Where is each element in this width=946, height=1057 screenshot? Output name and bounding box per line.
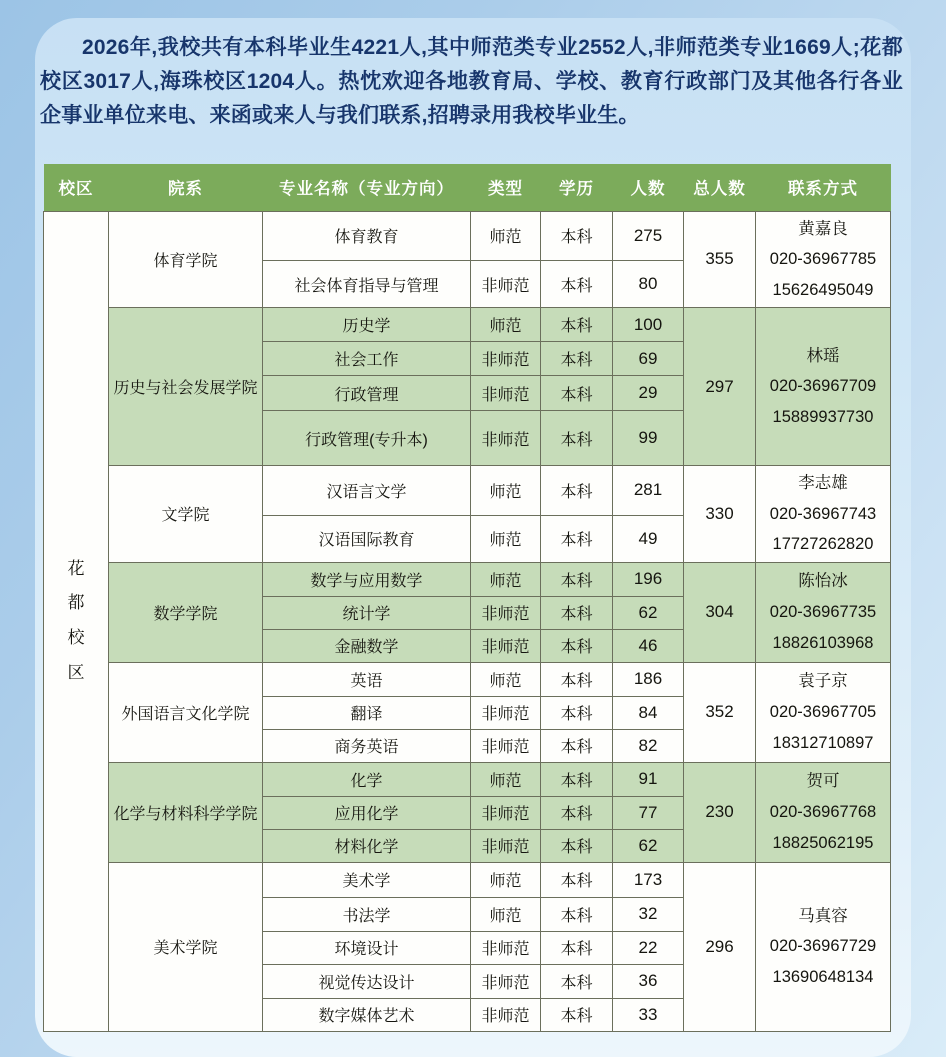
type-cell: 师范	[471, 562, 541, 596]
table-row	[44, 211, 891, 260]
type-cell: 师范	[471, 308, 541, 342]
campus-cell	[44, 211, 109, 1031]
college-cell: 外国语言文化学院	[109, 662, 263, 762]
major-name-cell: 体育教育	[263, 211, 471, 260]
count-cell: 62	[613, 596, 684, 629]
count-cell: 32	[613, 897, 684, 931]
type-cell: 非师范	[471, 596, 541, 629]
type-cell: 非师范	[471, 376, 541, 411]
type-cell: 非师范	[471, 696, 541, 729]
type-cell: 师范	[471, 466, 541, 515]
degree-cell: 本科	[541, 931, 613, 964]
contact-phone: 020-36967709	[769, 377, 877, 396]
table-row	[44, 308, 891, 342]
degree-cell: 本科	[541, 515, 613, 562]
type-cell: 非师范	[471, 260, 541, 307]
major-name-cell: 行政管理(专升本)	[263, 411, 471, 466]
major-name-cell: 书法学	[263, 897, 471, 931]
contact-cell	[756, 762, 891, 862]
contact-cell	[756, 862, 891, 1031]
type-cell: 非师范	[471, 629, 541, 662]
contact-phone: 020-36967768	[769, 802, 877, 821]
header-total: 总人数	[684, 164, 756, 212]
total-cell: 352	[684, 662, 756, 762]
degree-cell: 本科	[541, 466, 613, 515]
degree-cell: 本科	[541, 342, 613, 376]
campus-label: 花都校区	[67, 558, 85, 683]
major-name-cell: 汉语国际教育	[263, 515, 471, 562]
college-cell: 文学院	[109, 466, 263, 563]
count-cell: 29	[613, 376, 684, 411]
total-cell: 230	[684, 762, 756, 862]
major-name-cell: 数字媒体艺术	[263, 998, 471, 1031]
header-count: 人数	[613, 164, 684, 212]
degree-cell: 本科	[541, 762, 613, 796]
degree-cell: 本科	[541, 829, 613, 862]
college-cell: 化学与材料科学学院	[109, 762, 263, 862]
major-name-cell: 汉语言文学	[263, 466, 471, 515]
total-cell: 296	[684, 862, 756, 1031]
contact-mobile: 15889937730	[772, 407, 874, 426]
college-cell: 美术学院	[109, 862, 263, 1031]
total-cell: 297	[684, 308, 756, 466]
contact-cell	[756, 211, 891, 308]
contact-name: 林瑶	[806, 346, 840, 365]
contact-cell	[756, 662, 891, 762]
type-cell: 师范	[471, 515, 541, 562]
contact-mobile: 18312710897	[772, 733, 874, 752]
count-cell: 62	[613, 829, 684, 862]
major-name-cell: 数学与应用数学	[263, 562, 471, 596]
count-cell: 100	[613, 308, 684, 342]
header-major: 专业名称（专业方向）	[263, 164, 471, 212]
major-name-cell: 历史学	[263, 308, 471, 342]
type-cell: 非师范	[471, 998, 541, 1031]
count-cell: 49	[613, 515, 684, 562]
type-cell: 师范	[471, 211, 541, 260]
contact-phone: 020-36967785	[769, 250, 877, 269]
major-name-cell: 翻译	[263, 696, 471, 729]
major-name-cell: 英语	[263, 662, 471, 696]
total-cell: 355	[684, 211, 756, 308]
major-name-cell: 统计学	[263, 596, 471, 629]
contact-phone: 020-36967729	[769, 937, 877, 956]
degree-cell: 本科	[541, 729, 613, 762]
degree-cell: 本科	[541, 629, 613, 662]
contact-mobile: 15626495049	[772, 280, 874, 299]
table-row	[44, 762, 891, 796]
major-name-cell: 美术学	[263, 862, 471, 897]
content-card	[35, 18, 911, 1057]
count-cell: 173	[613, 862, 684, 897]
header-degree: 学历	[541, 164, 613, 212]
count-cell: 99	[613, 411, 684, 466]
count-cell: 46	[613, 629, 684, 662]
contact-phone: 020-36967743	[769, 504, 877, 523]
contact-name: 李志雄	[798, 474, 848, 493]
type-cell: 非师范	[471, 729, 541, 762]
table-row	[44, 862, 891, 897]
type-cell: 师范	[471, 762, 541, 796]
type-cell: 师范	[471, 897, 541, 931]
count-cell: 80	[613, 260, 684, 307]
contact-mobile: 13690648134	[772, 968, 874, 986]
contact-name: 袁子京	[798, 672, 848, 691]
major-name-cell: 环境设计	[263, 931, 471, 964]
intro-paragraph: 2026年,我校共有本科毕业生4221人,其中师范类专业2552人,非师范类专业1669人;花都校区3017人,海珠校区1204人。热忱欢迎各地教育局、学校、教育行政部门及其他各行各业企事业单位来电、来函或来人与我们联系,招聘录用我校毕业生。	[40, 36, 903, 128]
contact-phone: 020-36967705	[769, 702, 877, 721]
table-row	[44, 466, 891, 515]
degree-cell: 本科	[541, 260, 613, 307]
total-cell: 304	[684, 562, 756, 662]
major-name-cell: 应用化学	[263, 796, 471, 829]
type-cell: 非师范	[471, 964, 541, 998]
type-cell: 非师范	[471, 342, 541, 376]
major-name-cell: 材料化学	[263, 829, 471, 862]
contact-mobile: 18825062195	[772, 833, 874, 852]
header-contact: 联系方式	[756, 164, 891, 212]
header-campus: 校区	[44, 164, 109, 212]
degree-cell: 本科	[541, 376, 613, 411]
count-cell: 196	[613, 562, 684, 596]
type-cell: 非师范	[471, 931, 541, 964]
type-cell: 师范	[471, 662, 541, 696]
type-cell: 非师范	[471, 411, 541, 466]
college-cell: 数学学院	[109, 562, 263, 662]
total-cell: 330	[684, 466, 756, 563]
contact-mobile: 18826103968	[772, 633, 874, 652]
contact-mobile: 17727262820	[772, 535, 874, 554]
degree-cell: 本科	[541, 998, 613, 1031]
degree-cell: 本科	[541, 562, 613, 596]
major-name-cell: 社会体育指导与管理	[263, 260, 471, 307]
major-name-cell: 视觉传达设计	[263, 964, 471, 998]
degree-cell: 本科	[541, 862, 613, 897]
degree-cell: 本科	[541, 696, 613, 729]
count-cell: 91	[613, 762, 684, 796]
degree-cell: 本科	[541, 964, 613, 998]
contact-phone: 020-36967735	[769, 602, 877, 621]
header-type: 类型	[471, 164, 541, 212]
major-name-cell: 商务英语	[263, 729, 471, 762]
degree-cell: 本科	[541, 662, 613, 696]
major-name-cell: 金融数学	[263, 629, 471, 662]
degree-cell: 本科	[541, 596, 613, 629]
count-cell: 186	[613, 662, 684, 696]
table-body	[44, 211, 891, 1031]
table-row	[44, 562, 891, 596]
contact-name: 马真容	[798, 906, 848, 925]
degree-cell: 本科	[541, 411, 613, 466]
table-header-row	[44, 164, 891, 212]
count-cell: 36	[613, 964, 684, 998]
type-cell: 非师范	[471, 796, 541, 829]
count-cell: 69	[613, 342, 684, 376]
contact-cell	[756, 466, 891, 563]
type-cell: 非师范	[471, 829, 541, 862]
count-cell: 77	[613, 796, 684, 829]
degree-cell: 本科	[541, 796, 613, 829]
college-cell: 体育学院	[109, 211, 263, 308]
count-cell: 275	[613, 211, 684, 260]
contact-cell	[756, 308, 891, 466]
degree-cell: 本科	[541, 308, 613, 342]
header-college: 院系	[109, 164, 263, 212]
count-cell: 82	[613, 729, 684, 762]
contact-name: 黄嘉良	[798, 219, 848, 238]
degree-cell: 本科	[541, 897, 613, 931]
contact-name: 贺可	[806, 772, 840, 791]
count-cell: 33	[613, 998, 684, 1031]
contact-cell	[756, 562, 891, 662]
count-cell: 22	[613, 931, 684, 964]
major-name-cell: 社会工作	[263, 342, 471, 376]
college-cell: 历史与社会发展学院	[109, 308, 263, 466]
majors-table	[43, 164, 891, 1032]
count-cell: 84	[613, 696, 684, 729]
count-cell: 281	[613, 466, 684, 515]
table-row	[44, 662, 891, 696]
degree-cell: 本科	[541, 211, 613, 260]
contact-name: 陈怡冰	[798, 572, 848, 591]
major-name-cell: 行政管理	[263, 376, 471, 411]
type-cell: 师范	[471, 862, 541, 897]
major-name-cell: 化学	[263, 762, 471, 796]
